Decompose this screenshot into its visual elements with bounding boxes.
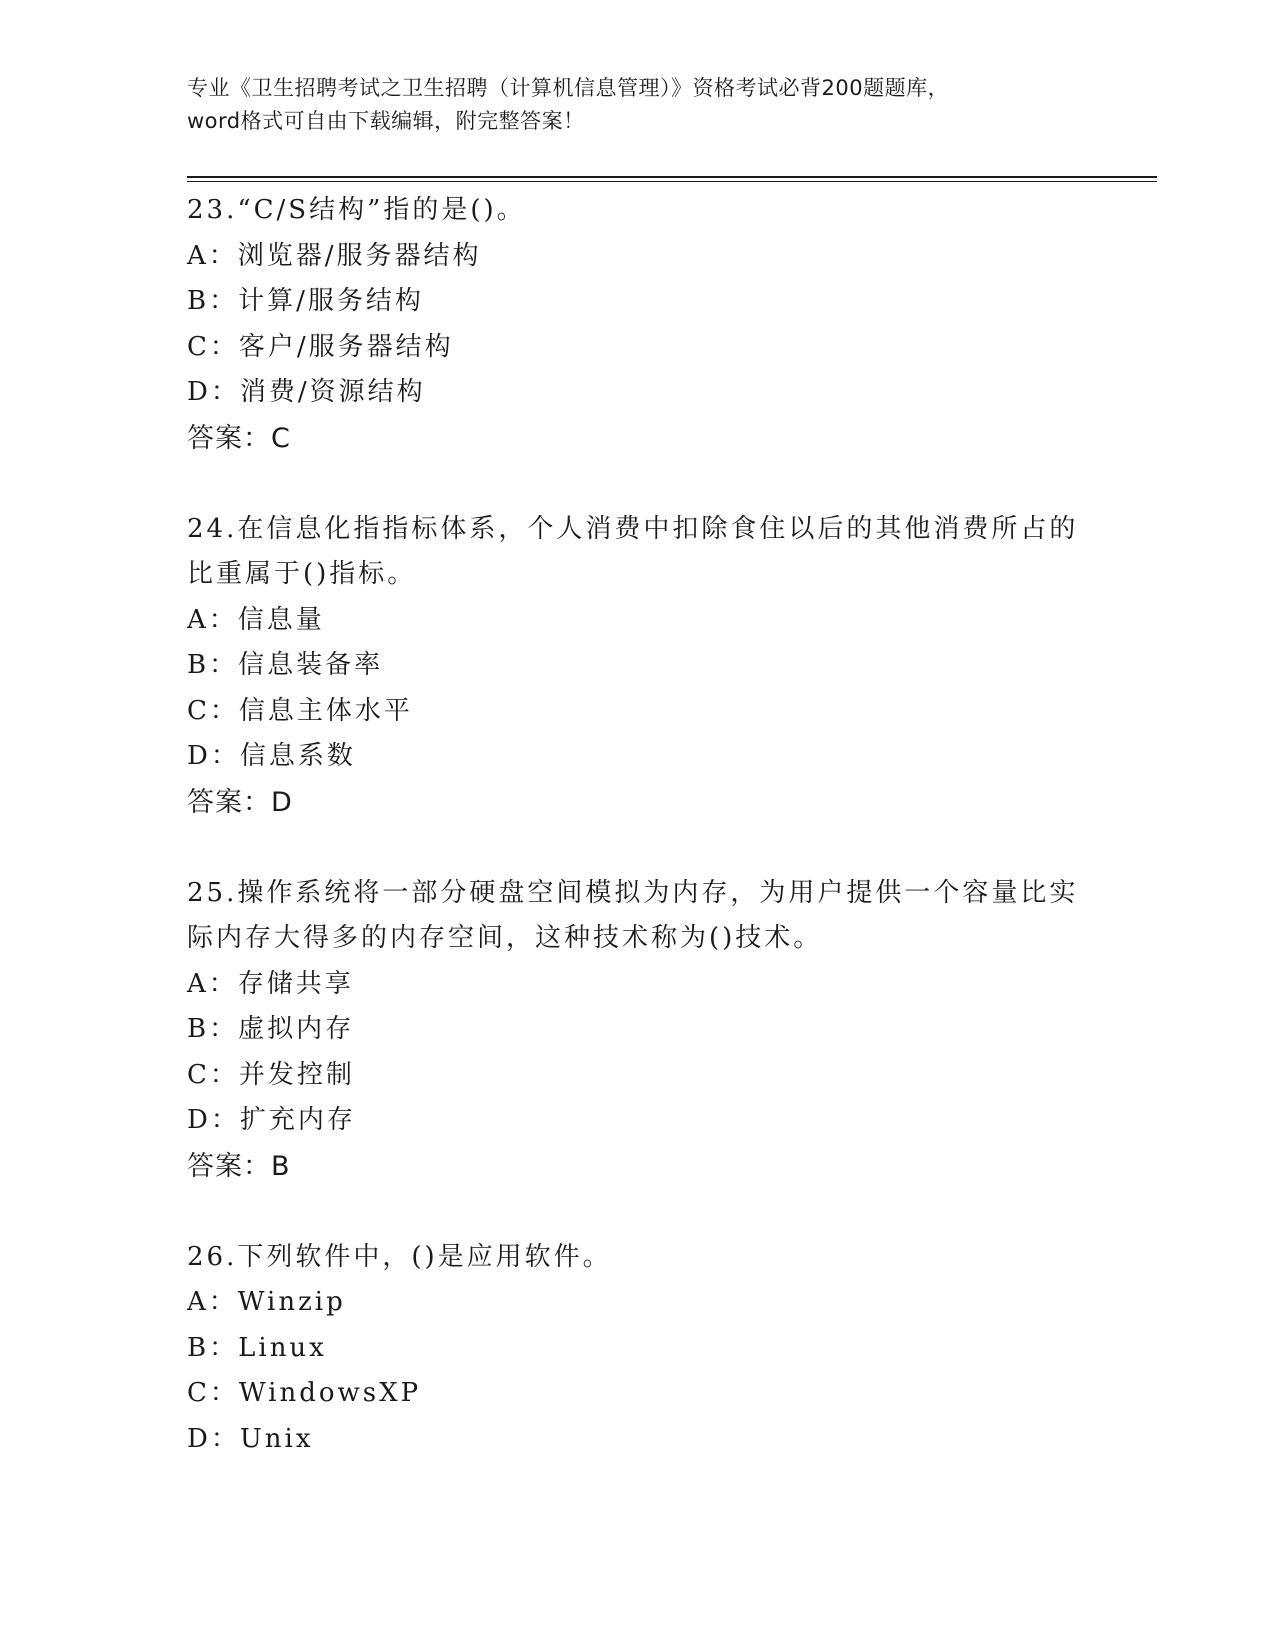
question-text-continued: 比重属于()指标。 — [187, 559, 417, 589]
spacer — [187, 825, 1107, 871]
option-c: C：客户/服务器结构 — [187, 331, 454, 362]
question-list — [187, 188, 1107, 1462]
option-b: B：计算/服务结构 — [187, 286, 424, 316]
option-d: D：消费/资源结构 — [187, 377, 426, 407]
option-a: A：存储共享 — [187, 968, 354, 999]
option-c: C：信息主体水平 — [187, 695, 413, 726]
option-d: D：扩充内存 — [187, 1105, 356, 1135]
option-c: C：WindowsXP — [187, 1378, 422, 1408]
option-d: D：Unix — [187, 1423, 314, 1454]
question-block-23 — [187, 188, 1107, 461]
header-divider-thick — [187, 176, 1157, 178]
option-a: A：Winzip — [187, 1287, 346, 1317]
question-block-26 — [187, 1235, 1107, 1463]
option-b: B：虚拟内存 — [187, 1014, 355, 1044]
header-divider-thin — [187, 181, 1157, 182]
question-block-25 — [187, 871, 1107, 1190]
spacer — [187, 461, 1107, 507]
answer-text: 答案：C — [187, 422, 291, 454]
option-b: B：信息装备率 — [187, 650, 384, 680]
document-header — [187, 72, 1087, 138]
option-b: B：Linux — [187, 1332, 327, 1363]
question-block-24 — [187, 507, 1107, 826]
answer-text: 答案：D — [187, 786, 293, 818]
question-text-continued: 际内存大得多的内存空间，这种技术称为()技术。 — [187, 923, 823, 953]
header-line-2: word格式可自由下载编辑，附完整答案！ — [187, 109, 585, 133]
answer-text: 答案：B — [187, 1150, 291, 1182]
option-a: A：浏览器/服务器结构 — [187, 240, 482, 271]
option-d: D：信息系数 — [187, 741, 356, 771]
question-text: 23.“C/S结构”指的是()。 — [187, 195, 526, 225]
question-text: 26.下列软件中，()是应用软件。 — [187, 1241, 612, 1272]
question-text: 25.操作系统将一部分硬盘空间模拟为内存，为用户提供一个容量比实 — [187, 877, 1079, 908]
question-text: 24.在信息化指指标体系，个人消费中扣除食住以后的其他消费所占的 — [187, 513, 1079, 544]
header-line-1: 专业《卫生招聘考试之卫生招聘（计算机信息管理）》资格考试必背200题题库， — [187, 76, 950, 100]
option-c: C：并发控制 — [187, 1059, 355, 1090]
spacer — [187, 1189, 1107, 1235]
option-a: A：信息量 — [187, 604, 325, 635]
